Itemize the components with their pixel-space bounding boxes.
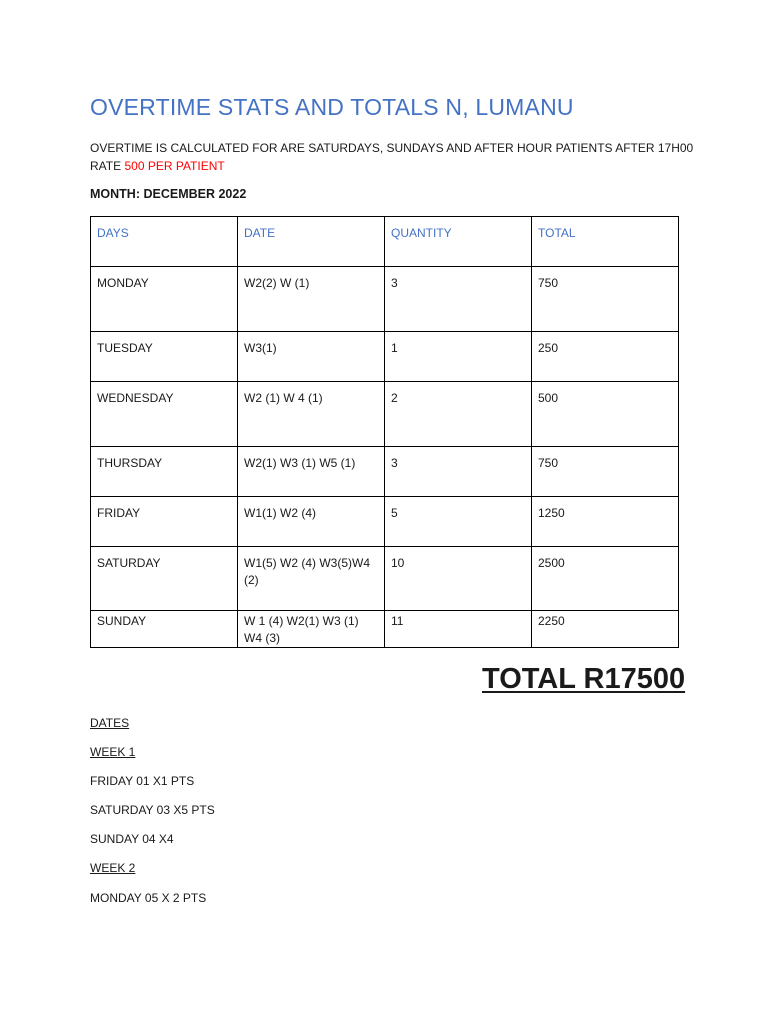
cell-date: W2(2) W (1) xyxy=(238,267,385,332)
week2-heading: WEEK 2 xyxy=(90,861,136,875)
cell-quantity: 3 xyxy=(385,447,532,497)
dates-heading: DATES xyxy=(90,716,130,730)
cell-date: W3(1) xyxy=(238,332,385,382)
table-row xyxy=(91,547,679,611)
cell-total: 1250 xyxy=(532,497,679,547)
cell-quantity: 2 xyxy=(385,382,532,447)
cell-quantity: 5 xyxy=(385,497,532,547)
intro-block xyxy=(90,139,693,175)
header-date: DATE xyxy=(238,217,385,267)
week1-entry: SUNDAY 04 X4 xyxy=(90,832,174,846)
table-header-row xyxy=(91,217,679,267)
cell-date: W2 (1) W 4 (1) xyxy=(238,382,385,447)
table-row xyxy=(91,267,679,332)
rate-value: 500 PER PATIENT xyxy=(124,159,225,173)
cell-day: FRIDAY xyxy=(91,497,238,547)
cell-quantity: 3 xyxy=(385,267,532,332)
cell-total: 250 xyxy=(532,332,679,382)
cell-day: SATURDAY xyxy=(91,547,238,611)
cell-day: WEDNESDAY xyxy=(91,382,238,447)
table-row xyxy=(91,332,679,382)
cell-total: 2250 xyxy=(532,611,679,648)
cell-date: W2(1) W3 (1) W5 (1) xyxy=(238,447,385,497)
week1-heading: WEEK 1 xyxy=(90,745,136,759)
header-days: DAYS xyxy=(91,217,238,267)
cell-date: W1(1) W2 (4) xyxy=(238,497,385,547)
cell-total: 500 xyxy=(532,382,679,447)
cell-day: THURSDAY xyxy=(91,447,238,497)
table-row xyxy=(91,497,679,547)
overtime-table xyxy=(90,216,679,648)
week1-entry: SATURDAY 03 X5 PTS xyxy=(90,803,215,817)
cell-quantity: 11 xyxy=(385,611,532,648)
month-heading: MONTH: DECEMBER 2022 xyxy=(90,187,247,201)
rate-line xyxy=(90,157,693,175)
table-row xyxy=(91,447,679,497)
table-row xyxy=(91,611,679,648)
table-row xyxy=(91,382,679,447)
cell-date: W 1 (4) W2(1) W3 (1) W4 (3) xyxy=(238,611,385,648)
grand-total: TOTAL R17500 xyxy=(482,663,686,695)
week1-entry: FRIDAY 01 X1 PTS xyxy=(90,774,195,788)
cell-quantity: 10 xyxy=(385,547,532,611)
week2-entry: MONDAY 05 X 2 PTS xyxy=(90,891,207,905)
cell-day: MONDAY xyxy=(91,267,238,332)
cell-total: 750 xyxy=(532,447,679,497)
rate-label: RATE xyxy=(90,159,122,173)
document-title: OVERTIME STATS AND TOTALS N, LUMANU xyxy=(90,94,574,120)
cell-total: 750 xyxy=(532,267,679,332)
cell-date: W1(5) W2 (4) W3(5)W4 (2) xyxy=(238,547,385,611)
header-quantity: QUANTITY xyxy=(385,217,532,267)
header-total: TOTAL xyxy=(532,217,679,267)
cell-total: 2500 xyxy=(532,547,679,611)
cell-quantity: 1 xyxy=(385,332,532,382)
intro-line: OVERTIME IS CALCULATED FOR ARE SATURDAYS, SUNDAYS AND AFTER HOUR PATIENTS AFTER 17H00 xyxy=(90,141,694,155)
cell-day: SUNDAY xyxy=(91,611,238,648)
cell-day: TUESDAY xyxy=(91,332,238,382)
